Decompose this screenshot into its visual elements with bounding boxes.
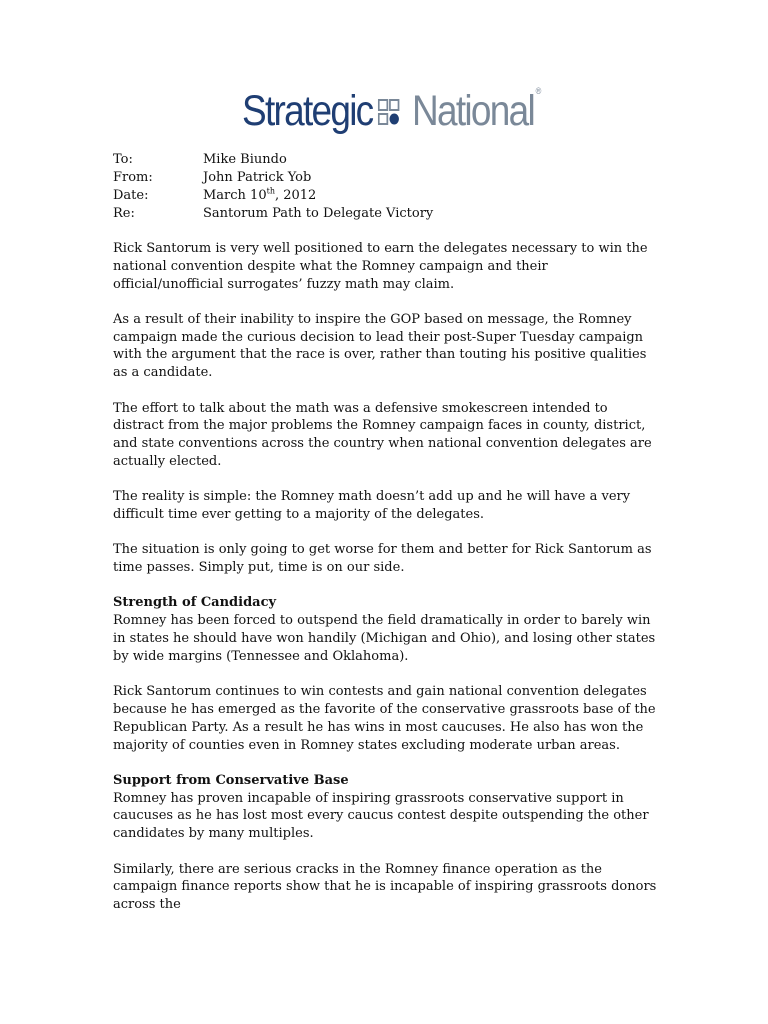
date-label: Date:: [113, 188, 149, 203]
to-value: Mike Biundo: [203, 152, 287, 167]
date-value-year: , 2012: [274, 188, 317, 203]
date-value-suffix: th: [266, 186, 275, 196]
re-label: Re:: [113, 206, 135, 221]
memo-header: [113, 151, 433, 223]
to-label: To:: [113, 152, 133, 167]
logo-word-strategic: Strategic: [242, 87, 373, 135]
paragraph: Similarly, there are serious cracks in the Romney finance operation as the campaign finance reports show that he is incapable of inspiring grassroots donors across the: [113, 861, 657, 913]
memo-re-row: [113, 205, 433, 223]
re-value: Santorum Path to Delegate Victory: [203, 206, 434, 221]
paragraph: The reality is simple: the Romney math doesn’t add up and he will have a very difficult time ever getting to a majority of the delegates.: [113, 489, 631, 523]
from-label: From:: [113, 170, 153, 185]
section-heading: Strength of Candidacy: [113, 595, 277, 611]
company-logo: [242, 86, 541, 136]
memo-body: [113, 240, 661, 931]
memo-date-row: [113, 187, 433, 205]
paragraph: The situation is only going to get worse for them and better for Rick Santorum as time passes. Simply put, time is on our side.: [113, 542, 652, 576]
from-value: John Patrick Yob: [203, 170, 312, 185]
logo-mark-icon: [378, 98, 409, 128]
paragraph: Rick Santorum is very well positioned to earn the delegates necessary to win the national convention despite what the Romney campaign and their official/unofficial surrogates’ fuzzy math may claim.: [113, 241, 648, 292]
section-heading: Support from Conservative Base: [113, 772, 349, 788]
memo-to-row: [113, 151, 433, 169]
date-value: [203, 187, 316, 205]
paragraph: Rick Santorum continues to win contests and gain national convention delegates because he has emerged as the favorite of the conservative grassroots base of the Republican Party. As a result he has wins in most caucuses. He also has won the majority of counties even in Romney states excluding moderate urban areas.: [113, 684, 656, 753]
paragraph: Romney has proven incapable of inspiring grassroots conservative support in caucuses as he has lost most every caucus contest despite outspending the other candidates by many multiples.: [113, 790, 649, 842]
paragraph: The effort to talk about the math was a defensive smokescreen intended to distract from the major problems the Romney campaign faces in county, district, and state conventions across the country when national convention delegates are actually elected.: [113, 400, 652, 469]
logo-word-national: National: [412, 87, 534, 135]
registered-mark: ®: [535, 86, 542, 96]
paragraph: Romney has been forced to outspend the field dramatically in order to barely win in states he should have won handily (Michigan and Ohio), and losing other states by wide margins (Tennessee and Oklahoma).: [113, 613, 656, 664]
paragraph: As a result of their inability to inspire the GOP based on message, the Romney campaign made the curious decision to lead their post-Super Tuesday campaign with the argument that the race is over, rather than touting his positive qualities as a candidate.: [113, 311, 647, 381]
date-value-main: March 10: [203, 188, 267, 203]
memo-from-row: [113, 169, 433, 187]
